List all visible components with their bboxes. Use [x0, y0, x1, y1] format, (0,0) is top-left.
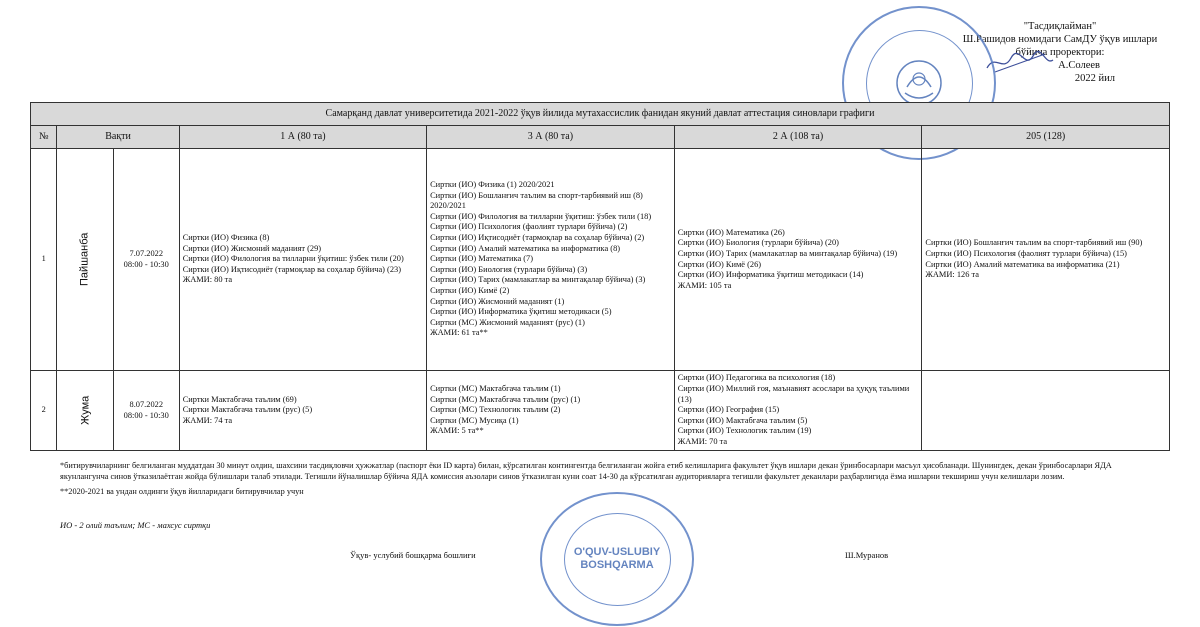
cell-line: Сиртки (ИО) Бошланғич таълим ва спорт-тарбиявий иш (8) 2020/2021	[430, 190, 643, 211]
table-title: Самарқанд давлат университетида 2021-2022 ўқув йилида мутахассислик фанидан якуний давлат аттестация синовлари графиги	[31, 103, 1170, 126]
day-label: Жума	[78, 395, 91, 425]
row-datetime	[113, 149, 179, 371]
cell-line: Сиртки (МС) Мусиқа (1)	[430, 415, 519, 425]
cell-line: Сиртки (ИО) Физика (8)	[182, 233, 270, 243]
row-date: 8.07.2022	[129, 399, 163, 409]
cell-line: Сиртки (ИО) Бошланғич таълим ва спорт-тарбиявий иш (90)	[925, 238, 1143, 248]
cell-line: Сиртки (МС) Мактабгача таълим (рус) (1)	[430, 394, 581, 404]
row-number: 1	[31, 149, 57, 371]
row-date: 7.07.2022	[129, 248, 163, 258]
cell-line: Сиртки (ИО) Психология (фаолият турлари бўйича) (2)	[430, 222, 628, 232]
cell-room-2a	[674, 371, 922, 451]
cell-line: Сиртки (ИО) Математика (7)	[430, 254, 534, 264]
header-number: №	[31, 126, 57, 149]
cell-line: ЖАМИ: 70 та	[677, 436, 728, 446]
cell-line: Сиртки (ИО) Педагогика ва психология (18)	[677, 373, 836, 383]
header-room-205: 205 (128)	[922, 126, 1170, 149]
cell-line: Сиртки (ИО) Миллий ғоя, маънавият асослари ва ҳуқуқ таълими (13)	[677, 384, 910, 404]
cell-line: Сиртки Мактабгача таълим (рус) (5)	[182, 405, 313, 415]
cell-line: Сиртки (ИО) География (15)	[677, 405, 780, 415]
cell-line: ЖАМИ: 105 та	[677, 280, 732, 290]
row-time: 08:00 - 10:30	[123, 259, 169, 269]
cell-line: Сиртки (МС) Жисмоний маданият (рус) (1)	[430, 317, 585, 327]
footnote-1: *битирувчиларнинг белгиланган муддатдан 30 минут олдин, шахсини тасдиқловчи ҳужжатлар (паспорт ёки ID карта) билан, кўрсатилган контингентда белгиланган жойга етиб келишларига факультет ўқув ишлари декан ўринбосарлари масъул ҳисобланади. Шунингдек, декан ўринбосарлари ЯДА якунлангунча синов ўтказилаётган жойда бўлишлари талаб этилади. Тегишли йўналишлар бўйича ЯДА комиссия аъзолари синов ўтказилган куни соат 14-30 да кўрсатилган аудиторияларга тегишли факультет деканлари раҳбарлигида ёзма ишларни текшириш учун келишлари лозим.	[60, 461, 1112, 481]
cell-line: Сиртки (ИО) Иқтисодиёт (тармоқлар ва соҳалар бўйича) (23)	[182, 264, 401, 274]
cell-room-1a	[179, 371, 426, 451]
header-room-2a: 2 А (108 та)	[674, 126, 922, 149]
cell-line: Сиртки (ИО) Амалий математика ва информатика (8)	[430, 243, 621, 253]
cell-room-205	[922, 371, 1170, 451]
cell-line: Сиртки (ИО) Иқтисодиёт (тармоқлар ва соҳалар бўйича) (2)	[430, 233, 645, 243]
cell-line: Сиртки (ИО) Технологик таълим (19)	[677, 426, 812, 436]
cell-line: ЖАМИ: 61 та**	[430, 328, 488, 338]
approval-signer: А.Солеев	[1058, 60, 1100, 71]
cell-line: ЖАМИ: 5 та**	[430, 426, 484, 436]
cell-line: Сиртки (МС) Мактабгача таълим (1)	[430, 384, 561, 394]
cell-line: Сиртки (ИО) Амалий математика ва информатика (21)	[925, 259, 1120, 269]
department-seal-bottom	[540, 492, 694, 626]
approval-year: 2022 йил	[1074, 73, 1115, 84]
cell-line: Сиртки (ИО) Филология ва тилларни ўқитиш: ўзбек тили (18)	[430, 211, 652, 221]
exam-schedule-table	[30, 102, 1170, 451]
cell-line: Сиртки Мактабгача таълим (69)	[182, 394, 297, 404]
header-room-1a: 1 А (80 та)	[179, 126, 426, 149]
table-header-row	[31, 126, 1170, 149]
cell-line: Сиртки (ИО) Кимё (26)	[677, 259, 762, 269]
header-room-3a: 3 А (80 та)	[427, 126, 675, 149]
cell-line: Сиртки (ИО) Психология (фаолият турлари бўйича) (15)	[925, 248, 1127, 258]
cell-room-3a	[427, 149, 675, 371]
cell-line: Сиртки (ИО) Физика (1) 2020/2021	[430, 180, 555, 190]
cell-line: Сиртки (ИО) Филология ва тилларни ўқитиш: ўзбек тили (20)	[182, 254, 404, 264]
cell-line: ЖАМИ: 80 та	[182, 275, 233, 285]
cell-line: Сиртки (ИО) Биология (турлари бўйича) (3)	[430, 264, 588, 274]
cell-line: Сиртки (ИО) Мактабгача таълим (5)	[677, 415, 808, 425]
day-label: Пайшанба	[78, 232, 91, 286]
approval-position-2: бўйича проректори:	[1015, 47, 1105, 58]
cell-line: Сиртки (ИО) Жисмоний маданият (1)	[430, 296, 565, 306]
handwritten-signature	[985, 48, 1055, 76]
cell-line: Сиртки (ИО) Тарих (мамлакатлар ва минтақалар бўйича) (3)	[430, 275, 646, 285]
row-number: 2	[31, 371, 57, 451]
cell-line: Сиртки (ИО) Биология (турлари бўйича) (20)	[677, 238, 839, 248]
cell-line: Сиртки (ИО) Тарих (мамлакатлар ва минтақалар бўйича) (19)	[677, 248, 898, 258]
abbreviation-legend: ИО - 2 олий таълим; МС - махсус сиртқи	[60, 520, 211, 530]
cell-line: ЖАМИ: 126 та	[925, 270, 979, 280]
row-day	[57, 149, 113, 371]
cell-line: Сиртки (ИО) Информатика ўқитиш методикаси (14)	[677, 270, 864, 280]
cell-line: Сиртки (ИО) Информатика ўқитиш методикаси (5)	[430, 307, 612, 317]
row-datetime	[113, 371, 179, 451]
table-row	[31, 371, 1170, 451]
cell-room-1a	[179, 149, 426, 371]
cell-room-3a	[427, 371, 675, 451]
cell-line: ЖАМИ: 74 та	[182, 415, 233, 425]
seal-center-text: O'QUV-USLUBIY BOSHQARMA	[564, 513, 671, 606]
cell-line: Сиртки (ИО) Жисмоний маданият (29)	[182, 243, 322, 253]
approval-position: Ш.Рашидов номидаги СамДУ ўқув ишлари	[962, 34, 1158, 45]
cell-line: Сиртки (МС) Технологик таълим (2)	[430, 405, 561, 415]
row-time: 08:00 - 10:30	[123, 410, 169, 420]
approval-heading: "Тасдиқлайман"	[1023, 21, 1097, 32]
signature-position: Ўқув- услубий бошқарма бошлиғи	[350, 550, 476, 560]
header-time: Вақти	[57, 126, 179, 149]
row-day	[57, 371, 113, 451]
footnote-2: **2020-2021 ва ундан олдинги ўқув йилларидаги битирувчилар учун	[60, 487, 304, 496]
cell-room-205	[922, 149, 1170, 371]
table-row	[31, 149, 1170, 371]
cell-room-2a	[674, 149, 922, 371]
cell-line: Сиртки (ИО) Математика (26)	[677, 227, 785, 237]
cell-line: Сиртки (ИО) Кимё (2)	[430, 285, 510, 295]
signature-name: Ш.Мурaнов	[845, 550, 889, 560]
